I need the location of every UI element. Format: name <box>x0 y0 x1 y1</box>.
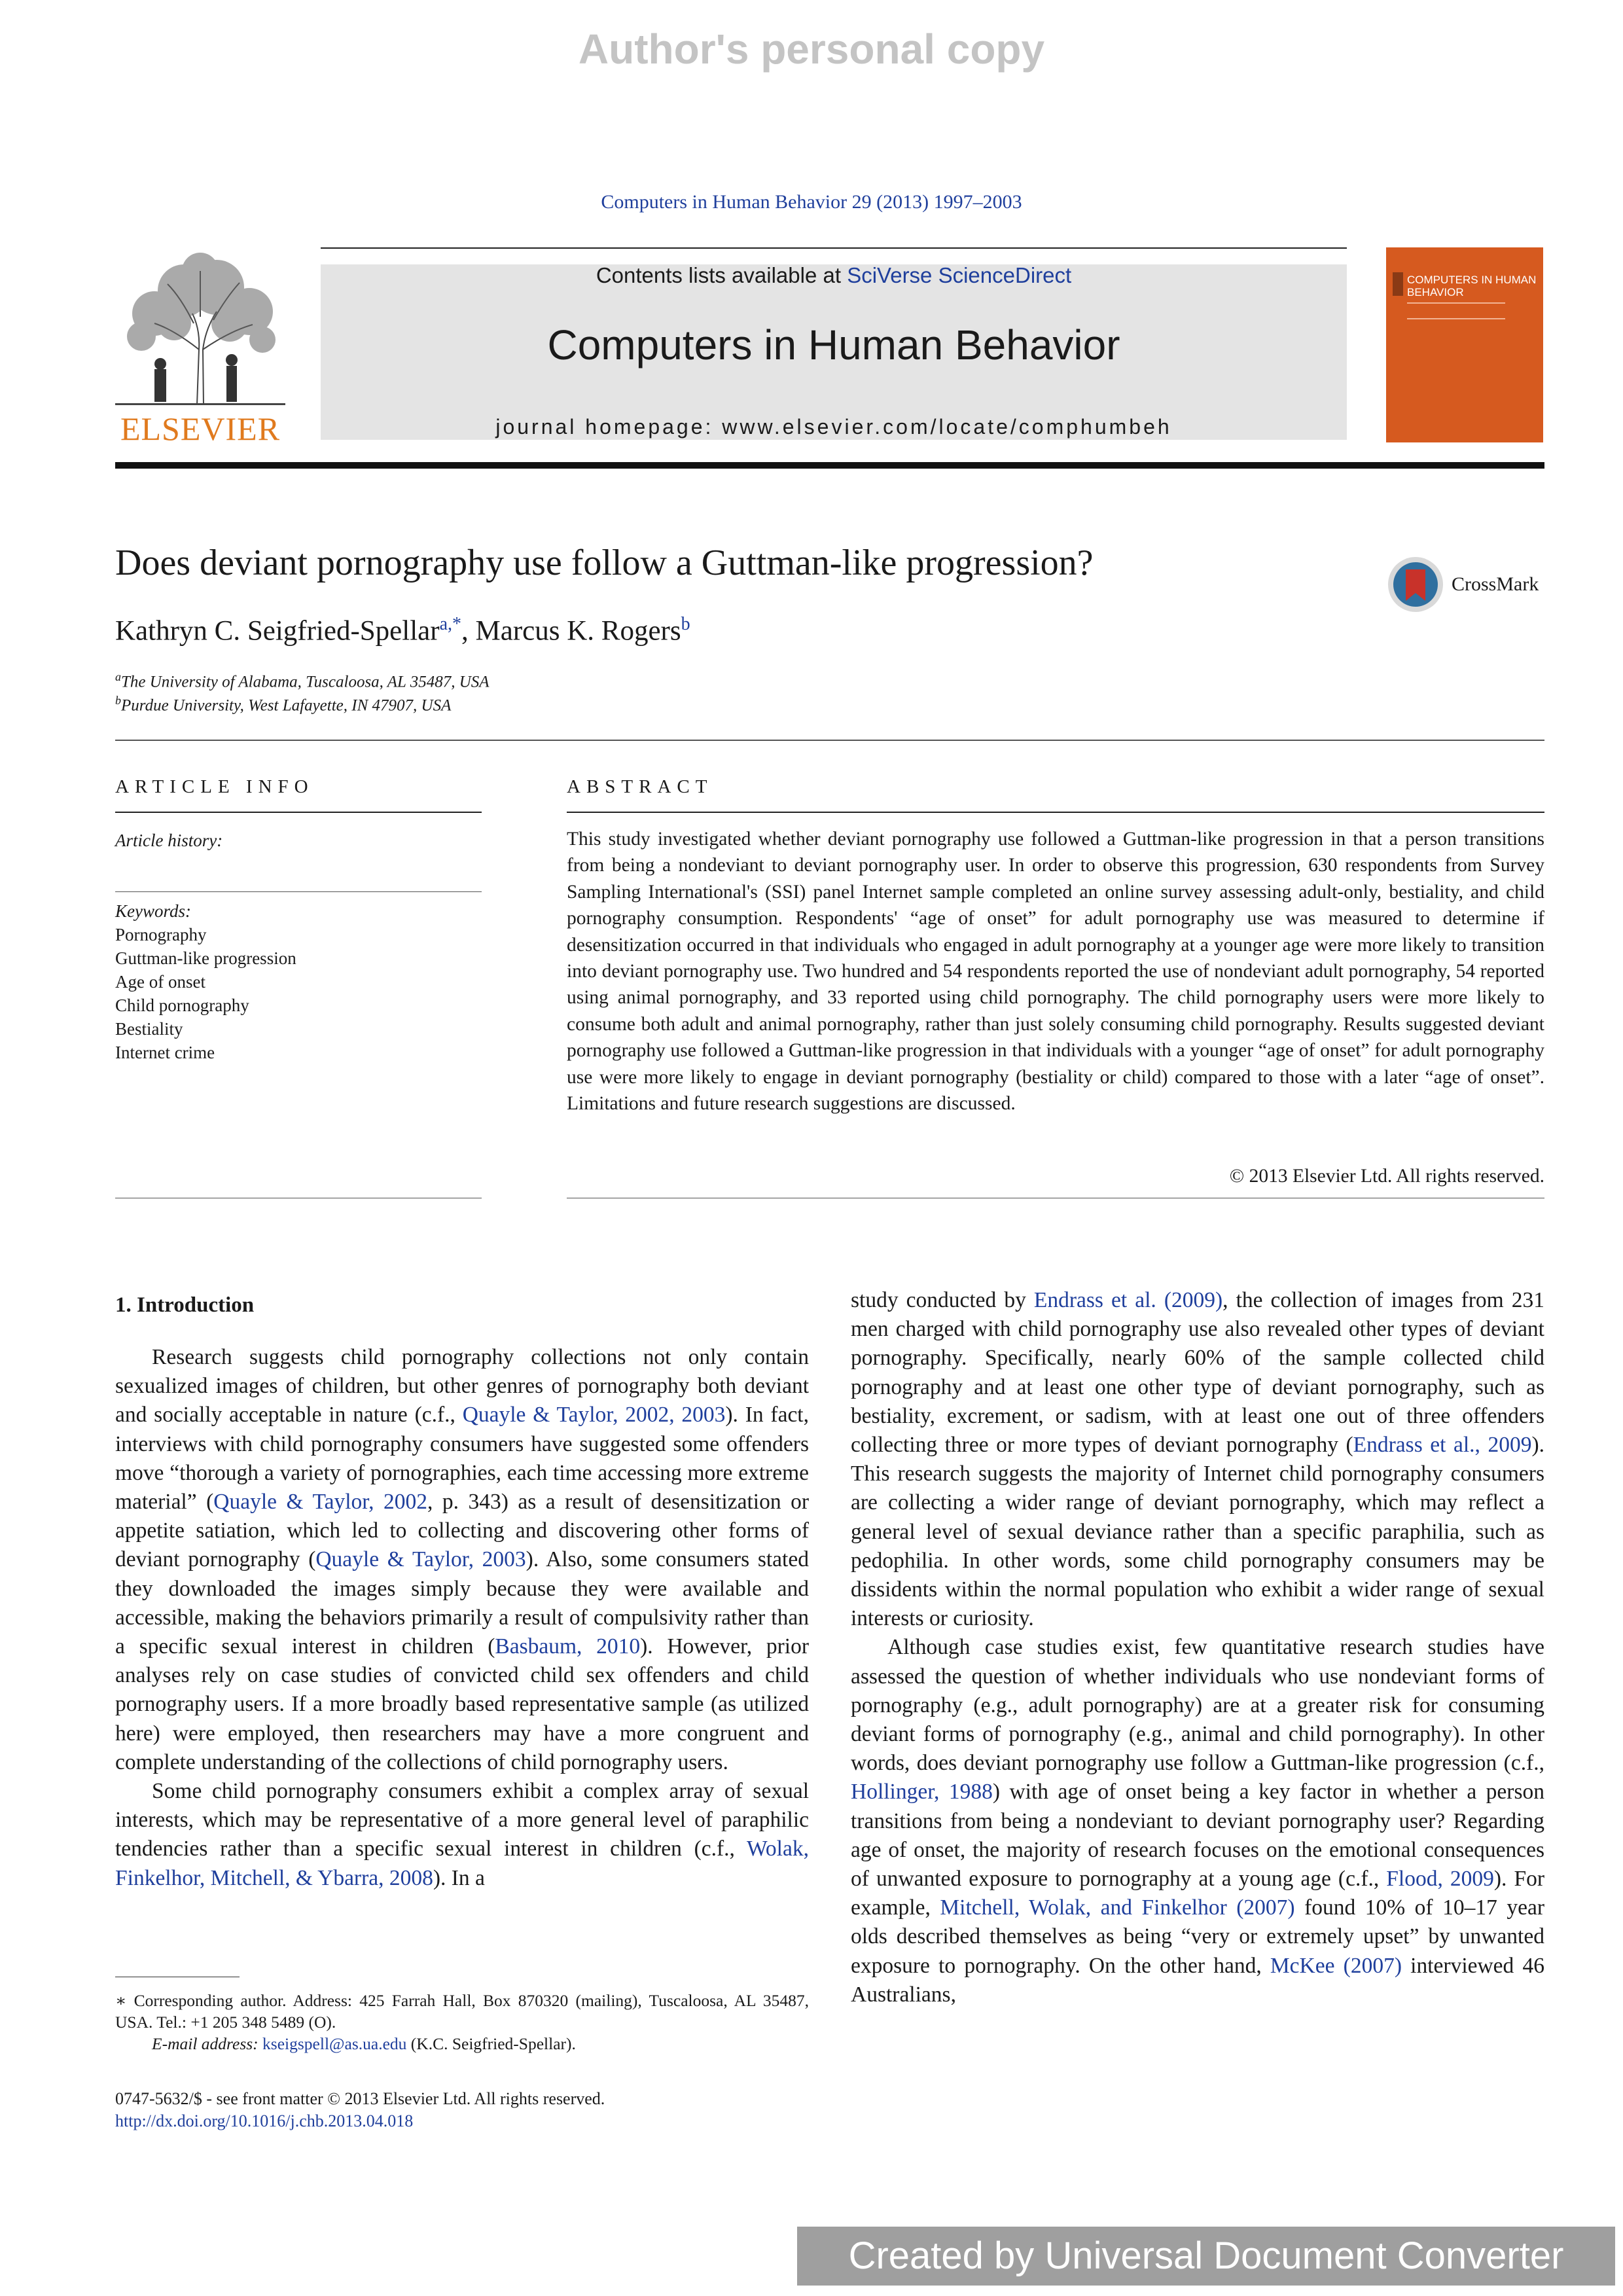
text-run: Some child pornography consumers exhibit a complex array of sexual interests, which may be representative of a more general level of paraphilic tendencies rather than a specific sexual interest in children (c.f., <box>115 1779 809 1861</box>
article-info-heading: ARTICLE INFO <box>115 776 314 797</box>
abstract-copyright: © 2013 Elsevier Ltd. All rights reserved. <box>1229 1166 1544 1187</box>
email-link[interactable]: kseigspell@as.ua.edu <box>262 2034 407 2053</box>
cover-text-lines <box>1407 302 1505 319</box>
journal-homepage[interactable]: journal homepage: www.elsevier.com/locate/comphumbeh <box>495 415 1172 439</box>
citation-link[interactable]: Endrass et al. (2009) <box>1033 1288 1223 1312</box>
affiliation-a <box>115 670 490 691</box>
paragraph <box>115 1777 809 1893</box>
footnote-email-line <box>115 2033 809 2054</box>
cover-emblem <box>1393 272 1403 296</box>
affiliation-text: The University of Alabama, Tuscaloosa, AL 35487, USA <box>121 673 490 691</box>
article-info-rule <box>115 812 482 813</box>
citation-link[interactable]: Quayle & Taylor, 2002, 2003 <box>462 1403 726 1427</box>
text-run: ) with age of onset being a key factor in whether a person transitions from being a nondeviant to deviant pornography user? Regarding age of onset, the majority of research focuses on the emotional consequences of unwanted exposure to pornography at a young age (c.f., <box>851 1780 1544 1892</box>
journal-citation[interactable]: Computers in Human Behavior 29 (2013) 1997–2003 <box>601 191 1022 213</box>
text-run: ). For example, <box>851 1867 1544 1920</box>
footnote-text: ∗ Corresponding author. Address: 425 Farrah Hall, Box 870320 (mailing), Tuscaloosa, AL 35487, USA. Tel.: +1 205 348 5489 (O). <box>115 1991 809 2032</box>
text-run: found 10% of 10–17 year olds described themselves as being “very or extremely upset” by unwanted exposure to pornography. On the other hand, <box>851 1895 1544 1978</box>
author-list: Kathryn C. Seigfried-Spellar$^{a,*}$, Marcus K. Rogers$^b$ <box>115 614 690 647</box>
left-column <box>115 1343 809 1893</box>
abstract-heading: ABSTRACT <box>567 776 713 797</box>
keyword: Internet crime <box>115 1043 215 1062</box>
text-run: ). Also, some consumers stated they downloaded the images simply because they were available and accessible, making the behaviors primarily a result of compulsivity rather than a specific sexual interest in children ( <box>115 1547 809 1659</box>
journal-title: Computers in Human Behavior <box>547 321 1120 368</box>
cover-title: COMPUTERS IN HUMAN BEHAVIOR <box>1407 274 1537 298</box>
section-heading-introduction: 1. Introduction <box>115 1293 255 1317</box>
citation-link[interactable]: Mitchell, Wolak, and Finkelhor (2007) <box>940 1895 1295 1920</box>
keyword-list <box>115 923 296 1064</box>
affiliation-b <box>115 694 451 715</box>
doi-link[interactable]: http://dx.doi.org/10.1016/j.chb.2013.04.018 <box>115 2111 414 2130</box>
sciencedirect-link[interactable]: SciVerse ScienceDirect <box>847 263 1072 287</box>
converter-watermark: Created by Universal Document Converter <box>797 2227 1615 2286</box>
crossmark-label[interactable]: CrossMark <box>1452 573 1539 595</box>
author-affiliation-mark[interactable]: b <box>681 614 690 634</box>
citation-link[interactable]: Wolak, Finkelhor, Mitchell, & Ybarra, 2008 <box>115 1837 809 1890</box>
text-run: , p. 343) as a result of desensitization or appetite satiation, which led to collecting and discovering other forms of deviant pornography ( <box>115 1490 809 1572</box>
issn-line: 0747-5632/$ - see front matter © 2013 Elsevier Ltd. All rights reserved. <box>115 2089 605 2108</box>
citation-link[interactable]: Hollinger, 1988 <box>851 1780 993 1804</box>
text-run: Although case studies exist, few quantitative research studies have assessed the question of whether individuals who use nondeviant forms of pornography (e.g., adult pornography) are at a greater risk for consuming deviant forms of pornography (e.g., animal and child pornography). In other words, does deviant pornography use follow a Guttman-like progression (c.f., <box>851 1635 1544 1776</box>
author-affiliation-mark[interactable]: a,* <box>439 614 462 634</box>
watermark-author-copy: Author's personal copy <box>578 26 1045 73</box>
affiliation-text: Purdue University, West Lafayette, IN 47907, USA <box>121 696 452 715</box>
keyword: Child pornography <box>115 996 249 1015</box>
author-name[interactable]: Kathryn C. Seigfried-Spellar <box>115 615 440 647</box>
history-rule <box>115 891 482 892</box>
abstract-text: This study investigated whether deviant pornography use followed a Guttman-like progression in that a person transitions from being a nondeviant to deviant pornography user. In order to observe this progression, 630 respondents from Survey Sampling International's (SSI) panel Internet sample completed an online survey assessing adult-only, bestiality, and child pornography consumption. Respondents' “age of onset” for adult pornography use was measured to determine if desensitization occurred in that individuals who engaged in adult pornography at a younger age were more likely to transition into deviant pornography use. Two hundred and 54 respondents reported the use of nondeviant adult pornography, 54 reported using animal pornography, and 33 reported using child pornography. The child pornography users were more likely to consume both adult and animal pornography, rather than just solely consuming child pornography. Results suggested deviant pornography use followed a Guttman-like progression in that individuals with a younger “age of onset” for adult pornography use were more likely to engage in deviant pornography (bestiality or child) compared to those with a later “age of onset”. Limitations and future research suggestions are discussed. <box>567 829 1544 1115</box>
text-run: Research suggests child pornography collections not only contain sexualized images of children, but other genres of pornography both deviant and socially acceptable in nature (c.f., <box>115 1345 809 1427</box>
affiliation-mark: a <box>115 670 121 683</box>
email-label: E-mail address: <box>152 2034 263 2053</box>
affiliation-mark: b <box>115 694 121 707</box>
article-title: Does deviant pornography use follow a Guttman-like progression? <box>115 543 1094 583</box>
citation-link[interactable]: Endrass et al., 2009 <box>1353 1433 1532 1458</box>
author-name[interactable]: Marcus K. Rogers <box>475 615 681 647</box>
keywords-label: Keywords: <box>115 901 191 921</box>
front-matter-notice <box>115 2088 966 2132</box>
keyword: Guttman-like progression <box>115 948 296 968</box>
text-run: ). In fact, interviews with child pornography consumers have suggested some offenders move “thorough a variety of pornographies, each time accessing more extreme material” ( <box>115 1403 809 1515</box>
citation-link[interactable]: Quayle & Taylor, 2002 <box>213 1490 427 1515</box>
text-run: ). In a <box>433 1865 485 1890</box>
text-run: , the collection of images from 231 men charged with child pornography use also revealed other types of deviant pornography. Specifically, nearly 60% of the sample collected child pornography and at least one other type of deviant pornography, such as bestiality, excrement, or sadism, with at least one out of three offenders collecting three or more types of deviant pornography ( <box>851 1288 1544 1458</box>
paragraph <box>851 1286 1544 1633</box>
keyword: Pornography <box>115 925 207 944</box>
citation-link[interactable]: McKee (2007) <box>1270 1953 1402 1978</box>
paragraph <box>115 1343 809 1777</box>
abstract-rule <box>567 812 1544 813</box>
header-top-rule <box>321 247 1347 249</box>
text-run: study conducted by <box>851 1288 1034 1312</box>
citation-link[interactable]: Flood, 2009 <box>1386 1867 1494 1892</box>
email-suffix: (K.C. Seigfried-Spellar). <box>406 2034 576 2053</box>
citation-link[interactable]: Basbaum, 2010 <box>495 1634 641 1659</box>
contents-line <box>321 263 1347 288</box>
header-thick-rule <box>115 462 1544 469</box>
paragraph <box>851 1633 1544 2009</box>
keyword: Age of onset <box>115 972 205 992</box>
contents-prefix: Contents lists available at <box>596 263 847 287</box>
crossmark-icon[interactable] <box>1386 555 1445 614</box>
front-matter-rule <box>115 740 1544 741</box>
text-run: interviewed 46 Australians, <box>851 1953 1544 2007</box>
article-history: Article history: <box>115 831 223 850</box>
right-column <box>851 1286 1544 2009</box>
text-run: ). This research suggests the majority of Internet child pornography consumers are collecting a wider range of deviant pornography, which may reflect a general level of sexual deviance rather than a specific paraphilia, such as pedophilia. In other words, some child pornography consumers may be dissidents within the normal population who exhibit a wider range of sexual interests or curiosity. <box>851 1433 1544 1631</box>
keyword: Bestiality <box>115 1019 183 1039</box>
elsevier-wordmark: ELSEVIER <box>120 410 281 447</box>
citation-link[interactable]: Quayle & Taylor, 2003 <box>315 1547 526 1572</box>
text-run: ). However, prior analyses rely on case studies of convicted child sex offenders and child pornography users. If a more broadly based representative sample (as utilized here) were employed, then researchers may have a more congruent and complete understanding of the collections of child pornography users. <box>115 1634 809 1774</box>
elsevier-tree-logo <box>115 251 285 408</box>
corresponding-author-footnote <box>115 1990 809 2054</box>
